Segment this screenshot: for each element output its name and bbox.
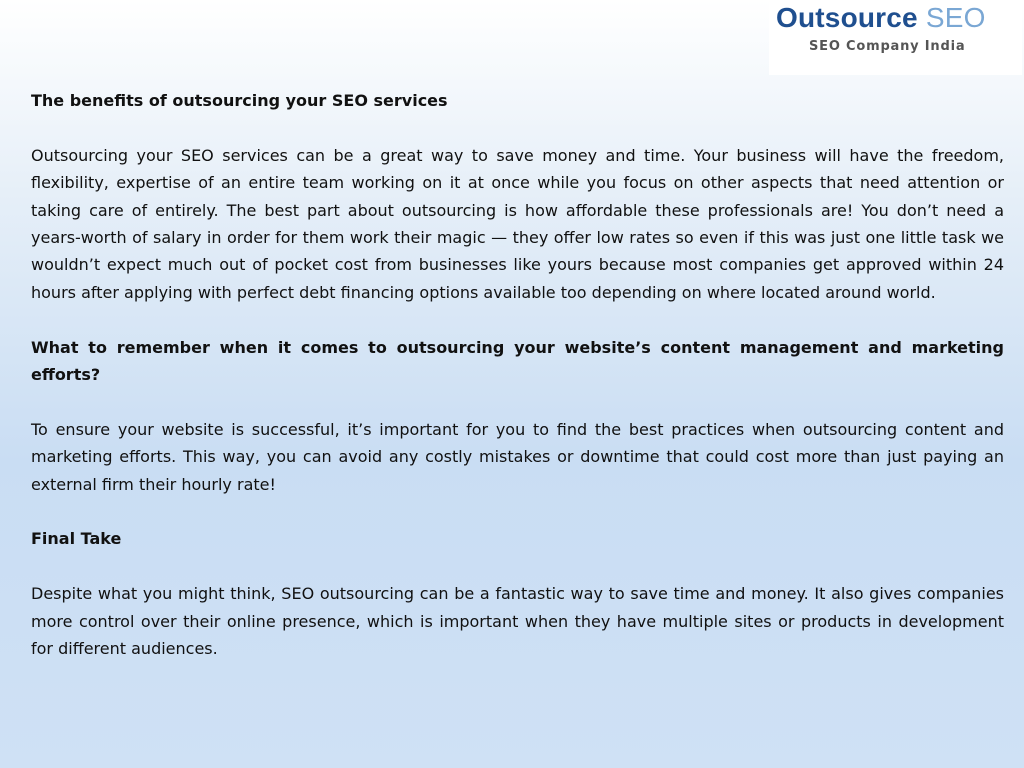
logo-word-seo: SEO	[925, 2, 986, 33]
company-logo	[769, 0, 1022, 75]
section-body-remember: To ensure your website is successful, it’s important for you to find the best practices when outsourcing content and marketing efforts. This way, you can avoid any costly mistakes or downtime that could cost more than just paying an external firm their hourly rate!	[31, 419, 1004, 494]
logo-word-outsource: Outsource	[776, 2, 918, 33]
section-heading-final-take: Final Take	[31, 529, 122, 549]
section-heading-remember: What to remember when it comes to outsourcing your website’s content management and marketing efforts?	[31, 337, 1004, 385]
section-body-benefits: Outsourcing your SEO services can be a great way to save money and time. Your business will have the freedom, flexibility, expertise of an entire team working on it at once while you focus on other aspects that need attention or taking care of entirely. The best part about outsourcing is how affordable these professionals are! You don’t need a years-worth of salary in order for them work their magic — they offer low rates so even if this was just one little task we wouldn’t expect much out of pocket cost from businesses like yours because most companies get approved within 24 hours after applying with perfect debt financing options available too depending on where located around world.	[31, 145, 1004, 302]
logo-wordmark	[769, 2, 1022, 34]
section-heading-benefits: The benefits of outsourcing your SEO services	[31, 91, 448, 110]
section-body-final-take: Despite what you might think, SEO outsourcing can be a fantastic way to save time and money. It also gives companies more control over their online presence, which is important when they have multiple sites or products in development for different audiences.	[31, 584, 1004, 659]
logo-tagline: SEO Company India	[809, 39, 966, 54]
article-content	[31, 87, 1004, 690]
